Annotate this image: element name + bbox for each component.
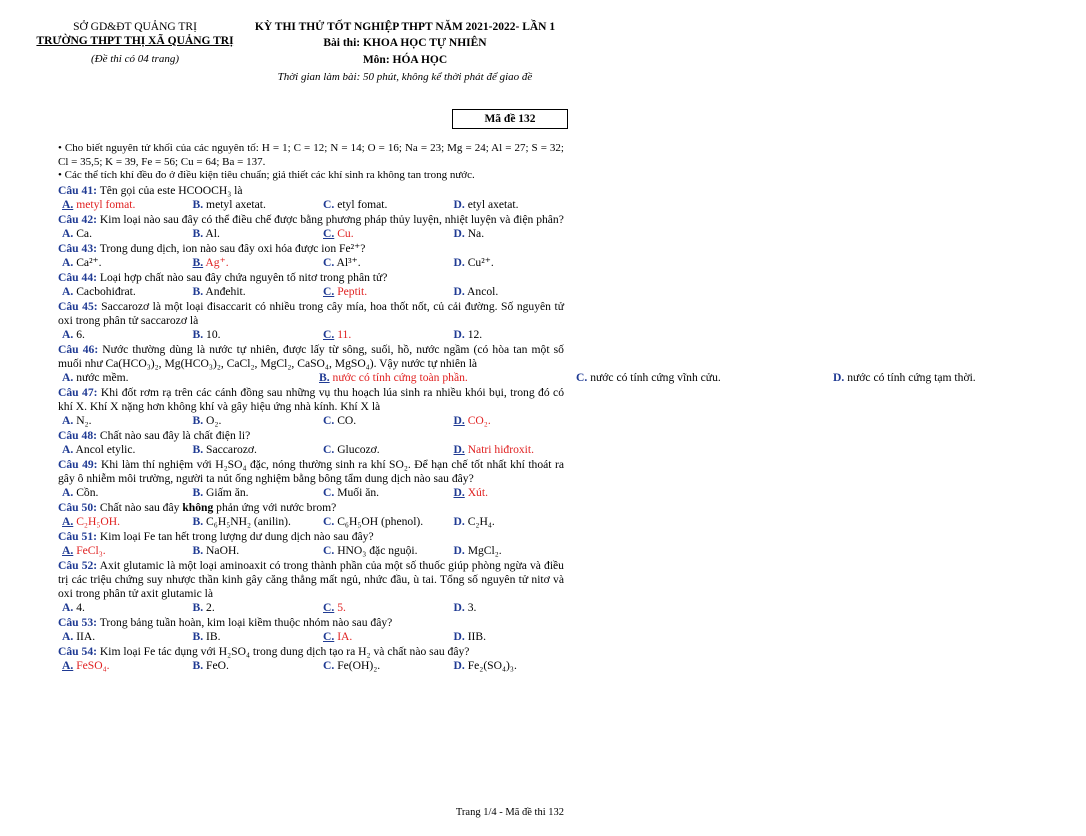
option-text: C₂H₅OH. <box>76 514 121 528</box>
correct-answer-option <box>319 285 450 299</box>
question <box>58 559 564 601</box>
option-letter: D. <box>453 442 465 456</box>
answer-option <box>319 443 450 457</box>
option-text: Fe(OH)₂. <box>337 658 381 672</box>
answer-options <box>58 515 564 529</box>
option-text: Giấm ăn. <box>206 485 249 499</box>
option-text: FeCl₃. <box>76 543 106 557</box>
answer-options <box>58 285 564 299</box>
question-number: Câu 47: <box>58 385 98 399</box>
answer-option <box>572 371 829 385</box>
correct-answer-option <box>189 256 320 270</box>
correct-answer-option <box>450 414 581 428</box>
answer-option <box>319 544 450 558</box>
atomic-mass-note: • Cho biết nguyên tử khối của các nguyên tố: H = 1; C = 12; N = 14; O = 16; Na = 23; Mg = 24; Al = 27; S = 32; Cl = 35,5; K = 39, Fe = 56; Cu = 64; Ba = 137. <box>58 142 564 168</box>
option-text: 5. <box>337 600 346 614</box>
option-letter: B. <box>192 658 204 672</box>
exam-title: KỲ THI THỬ TỐT NGHIỆP THPT NĂM 2021-2022- LẦN 1 <box>254 21 556 33</box>
correct-answer-option <box>58 659 189 673</box>
option-letter: B. <box>192 442 204 456</box>
option-letter: A. <box>62 226 74 240</box>
option-text: Fe₂(SO₄)₃. <box>467 658 517 672</box>
option-text: nước mềm. <box>76 370 129 384</box>
question <box>58 213 564 227</box>
question <box>58 616 564 630</box>
option-text: O₂. <box>206 413 222 427</box>
option-letter: A. <box>62 370 74 384</box>
option-text: FeO. <box>206 658 229 672</box>
option-text: HNO₃ đặc nguội. <box>337 543 418 557</box>
answer-options <box>58 659 564 673</box>
question-number: Câu 54: <box>58 644 97 658</box>
answer-options <box>58 601 564 615</box>
question-text: Saccarozơ là một loại đisaccarit có nhiều trong cây mía, hoa thốt nốt, củ cải đường. Số nguyên tử oxi trong phân tử saccarozơ là <box>58 299 564 327</box>
correct-answer-option <box>450 443 581 457</box>
answer-option <box>58 227 189 241</box>
option-text: Ancol. <box>467 284 499 298</box>
answer-option <box>319 414 450 428</box>
option-text: Anđehit. <box>205 284 246 298</box>
option-letter: B. <box>192 327 204 341</box>
question-text: Khi làm thí nghiệm với H₂SO₄ đặc, nóng thường sinh ra khí SO₂. Để hạn chế tốt nhất khí thoát ra gây ô nhiễm môi trường, người ta nút ống nghiệm bằng bông tẩm dung dịch nào sau đây? <box>58 457 564 485</box>
answer-options <box>58 544 564 558</box>
question-number: Câu 41: <box>58 183 97 197</box>
option-letter: A. <box>62 629 74 643</box>
option-letter: A. <box>62 543 74 557</box>
option-text: etyl axetat. <box>467 197 519 211</box>
option-letter: A. <box>62 600 74 614</box>
answer-option <box>829 371 1086 385</box>
option-text: nước có tính cứng toàn phần. <box>332 370 468 384</box>
school-name: TRƯỜNG THPT THỊ XÃ QUẢNG TRỊ <box>36 35 234 47</box>
answer-option <box>189 443 320 457</box>
option-text: Ca²⁺. <box>76 255 102 269</box>
answer-option <box>450 630 581 644</box>
time-limit: Thời gian làm bài: 50 phút, không kể thời phát để giao đề <box>277 71 533 83</box>
option-text: IIA. <box>76 629 96 643</box>
option-letter: C. <box>323 255 335 269</box>
question-text: Nước thường dùng là nước tự nhiên, được lấy từ sông, suối, hồ, nước ngầm (có hòa tan một số muối như Ca(HCO₃)₂, Mg(HCO₃)₂, CaCl₂, MgCl₂, CaSO₄, MgSO₄). Vậy nước tự nhiên là <box>58 342 564 370</box>
option-text: NaOH. <box>206 543 240 557</box>
answer-options <box>58 486 564 500</box>
answer-option <box>58 285 189 299</box>
option-letter: A. <box>62 197 74 211</box>
correct-answer-option <box>315 371 572 385</box>
question-text: Kim loại nào sau đây có thể điều chế được bằng phương pháp thủy luyện, nhiệt luyện và điện phân? <box>99 212 564 226</box>
question <box>58 242 564 256</box>
option-letter: C. <box>323 658 335 672</box>
question-text: Khi đốt rơm rạ trên các cánh đồng sau những vụ thu hoạch lúa sinh ra nhiều khói bụi, trong đó có khí X. Khí X nặng hơn không khí và gây hiệu ứng nhà kính. Khí X là <box>58 385 564 413</box>
option-text: N₂. <box>76 413 92 427</box>
option-letter: C. <box>323 543 335 557</box>
option-letter: A. <box>62 485 74 499</box>
option-text: C₆H₅NH₂ (anilin). <box>206 514 291 528</box>
answer-option <box>319 198 450 212</box>
option-letter: A. <box>62 327 74 341</box>
question-text: Kim loại Fe tan hết trong lượng dư dung dịch nào sau đây? <box>99 529 374 543</box>
option-text: CO. <box>337 413 357 427</box>
option-text: Peptit. <box>337 284 368 298</box>
correct-answer-option <box>58 198 189 212</box>
answer-option <box>450 227 581 241</box>
answer-option <box>319 486 450 500</box>
option-text: 3. <box>467 600 477 614</box>
option-text: Cu. <box>337 226 354 240</box>
option-text: metyl fomat. <box>76 197 136 211</box>
option-text: Cu²⁺. <box>467 255 494 269</box>
answer-options <box>58 328 564 342</box>
option-letter: D. <box>453 600 465 614</box>
answer-option <box>319 256 450 270</box>
option-text: Ancol etylic. <box>75 442 136 456</box>
answer-option <box>189 630 320 644</box>
option-text: Ca. <box>76 226 92 240</box>
question-number: Câu 50: <box>58 500 97 514</box>
question <box>58 645 564 659</box>
subject-group: Bài thi: KHOA HỌC TỰ NHIÊN <box>323 37 487 49</box>
answer-option <box>58 486 189 500</box>
option-letter: A. <box>62 658 74 672</box>
option-letter: C. <box>323 327 335 341</box>
answer-options <box>58 256 564 270</box>
correct-answer-option <box>319 601 450 615</box>
gas-conditions-note: • Các thể tích khí đều đo ở điều kiện tiêu chuẩn; giả thiết các khí sinh ra không tan trong nước. <box>58 169 475 181</box>
question-number: Câu 44: <box>58 270 97 284</box>
option-letter: D. <box>453 197 465 211</box>
question-number: Câu 52: <box>58 558 98 572</box>
option-text: 10. <box>206 327 221 341</box>
option-letter: D. <box>453 485 465 499</box>
page-count-note: (Đề thi có 04 trang) <box>91 53 179 65</box>
answer-option <box>189 515 320 529</box>
option-letter: C. <box>323 629 335 643</box>
question-text: Loại hợp chất nào sau đây chứa nguyên tố nitơ trong phân tử? <box>99 270 388 284</box>
option-text: 4. <box>76 600 85 614</box>
exam-header <box>0 0 584 130</box>
question-text: Chất nào sau đây <box>99 500 183 514</box>
option-letter: D. <box>453 226 465 240</box>
question-text: Axit glutamic là một loại aminoaxit có trong thành phần của một số thuốc giúp phòng ngừa và điều trị các triệu chứng suy nhược thần kinh gây căng thẳng mất ngủ, nhức đầu, ù tai. Tổng số nguyên tử nitơ và oxi trong phân tử axit glutamic là <box>58 558 564 600</box>
option-text: 6. <box>76 327 85 341</box>
option-letter: D. <box>453 629 465 643</box>
option-text: Na. <box>467 226 485 240</box>
option-text: Xút. <box>467 485 488 499</box>
subject-name: Môn: HÓA HỌC <box>362 54 448 66</box>
exam-info-block <box>240 20 570 84</box>
option-text: nước có tính cứng vĩnh cửu. <box>590 370 721 384</box>
option-text: Al. <box>205 226 220 240</box>
answer-options <box>58 443 564 457</box>
answer-options <box>58 227 564 241</box>
option-letter: D. <box>453 514 465 528</box>
question <box>58 501 564 515</box>
option-text: 12. <box>467 327 483 341</box>
correct-answer-option <box>58 515 189 529</box>
question-number: Câu 53: <box>58 615 97 629</box>
answer-option <box>189 601 320 615</box>
option-letter: C. <box>576 370 588 384</box>
option-text: C₆H₅OH (phenol). <box>337 514 424 528</box>
question-text: Trong bảng tuần hoàn, kim loại kiềm thuộc nhóm nào sau đây? <box>99 615 393 629</box>
answer-option <box>450 256 581 270</box>
answer-option <box>58 371 315 385</box>
option-letter: D. <box>833 370 845 384</box>
answer-option <box>450 285 581 299</box>
option-text: nước có tính cứng tạm thời. <box>847 370 976 384</box>
answer-option <box>189 198 320 212</box>
option-text: IB. <box>206 629 221 643</box>
option-letter: B. <box>192 485 204 499</box>
question-text: Tên gọi của este HCOOCH₃ là <box>99 183 243 197</box>
correct-answer-option <box>319 328 450 342</box>
answer-option <box>450 515 581 529</box>
option-letter: C. <box>323 284 335 298</box>
option-text: CO₂. <box>467 413 491 427</box>
option-text: 11. <box>337 327 352 341</box>
correct-answer-option <box>319 227 450 241</box>
question <box>58 386 564 414</box>
question-text: Chất nào sau đây là chất điện li? <box>99 428 251 442</box>
option-letter: D. <box>453 284 465 298</box>
option-letter: C. <box>323 442 335 456</box>
option-letter: A. <box>62 514 74 528</box>
answer-option <box>450 659 581 673</box>
answer-option <box>319 659 450 673</box>
answer-option <box>189 285 320 299</box>
option-letter: D. <box>453 255 465 269</box>
question-text: phản ứng với nước brom? <box>213 500 337 514</box>
option-text: etyl fomat. <box>337 197 388 211</box>
option-letter: B. <box>192 413 204 427</box>
answer-options <box>58 198 564 212</box>
option-letter: B. <box>192 629 204 643</box>
question-list <box>58 183 976 673</box>
question <box>58 530 564 544</box>
option-text: IIB. <box>467 629 487 643</box>
option-letter: A. <box>62 255 74 269</box>
option-text: Cồn. <box>76 485 99 499</box>
option-letter: C. <box>323 514 335 528</box>
option-letter: B. <box>192 543 204 557</box>
answer-options <box>58 370 976 385</box>
answer-option <box>450 328 581 342</box>
question <box>58 300 564 328</box>
option-text: IA. <box>337 629 353 643</box>
answer-option <box>189 328 320 342</box>
answer-option <box>319 515 450 529</box>
option-letter: A. <box>62 442 74 456</box>
option-text: FeSO₄. <box>76 658 110 672</box>
option-letter: D. <box>453 327 465 341</box>
answer-option <box>189 486 320 500</box>
correct-answer-option <box>58 544 189 558</box>
answer-option <box>450 601 581 615</box>
option-letter: C. <box>323 197 335 211</box>
answer-option <box>189 414 320 428</box>
answer-option <box>450 198 581 212</box>
question-number: Câu 48: <box>58 428 97 442</box>
option-letter: D. <box>453 413 465 427</box>
department-name: SỞ GD&ĐT QUẢNG TRỊ <box>73 21 197 33</box>
answer-option <box>58 414 189 428</box>
option-letter: A. <box>62 413 74 427</box>
question-number: Câu 46: <box>58 342 99 356</box>
answer-option <box>189 544 320 558</box>
option-letter: B. <box>192 514 204 528</box>
correct-answer-option <box>319 630 450 644</box>
question-number: Câu 43: <box>58 241 97 255</box>
page-footer: Trang 1/4 - Mã đề thi 132 <box>455 807 564 818</box>
option-text: metyl axetat. <box>206 197 266 211</box>
question-number: Câu 42: <box>58 212 97 226</box>
option-text: Muối ăn. <box>337 485 380 499</box>
answer-option <box>58 256 189 270</box>
option-text: C₂H₄. <box>467 514 495 528</box>
answer-options <box>58 414 564 428</box>
question <box>58 271 564 285</box>
option-text: Al³⁺. <box>336 255 361 269</box>
answer-option <box>450 544 581 558</box>
option-text: Glucozơ. <box>337 442 380 456</box>
option-letter: C. <box>323 226 335 240</box>
school-block <box>30 20 240 66</box>
question-text: không <box>182 500 214 514</box>
answer-option <box>189 227 320 241</box>
question-text: Trong dung dịch, ion nào sau đây oxi hóa được ion Fe²⁺? <box>99 241 366 255</box>
question-number: Câu 45: <box>58 299 98 313</box>
correct-answer-option <box>450 486 581 500</box>
option-text: 2. <box>206 600 215 614</box>
option-letter: D. <box>453 658 465 672</box>
question <box>58 184 564 198</box>
option-letter: B. <box>192 255 204 269</box>
question-text: Kim loại Fe tác dụng với H₂SO₄ trong dung dịch tạo ra H₂ và chất nào sau đây? <box>99 644 470 658</box>
option-text: MgCl₂. <box>467 543 502 557</box>
option-letter: C. <box>323 485 335 499</box>
option-text: Natri hiđroxit. <box>467 442 535 456</box>
question <box>58 429 564 443</box>
answer-option <box>58 630 189 644</box>
answer-option <box>58 443 189 457</box>
option-letter: B. <box>319 370 330 384</box>
question-number: Câu 51: <box>58 529 97 543</box>
option-letter: A. <box>62 284 74 298</box>
answer-option <box>58 601 189 615</box>
exam-code-box: Mã đề 132 <box>452 109 568 129</box>
option-text: Cacbohiđrat. <box>76 284 136 298</box>
option-letter: C. <box>323 413 335 427</box>
answer-option <box>189 659 320 673</box>
option-text: Saccarozơ. <box>206 442 257 456</box>
answer-option <box>58 328 189 342</box>
option-letter: B. <box>192 197 204 211</box>
answer-options <box>58 630 564 644</box>
option-letter: B. <box>192 600 204 614</box>
question <box>58 458 564 486</box>
exam-body <box>58 142 976 673</box>
option-letter: B. <box>192 226 204 240</box>
question-number: Câu 49: <box>58 457 98 471</box>
option-text: Ag⁺. <box>205 255 229 269</box>
question <box>58 343 564 371</box>
option-letter: B. <box>192 284 204 298</box>
option-letter: D. <box>453 543 465 557</box>
option-letter: C. <box>323 600 335 614</box>
